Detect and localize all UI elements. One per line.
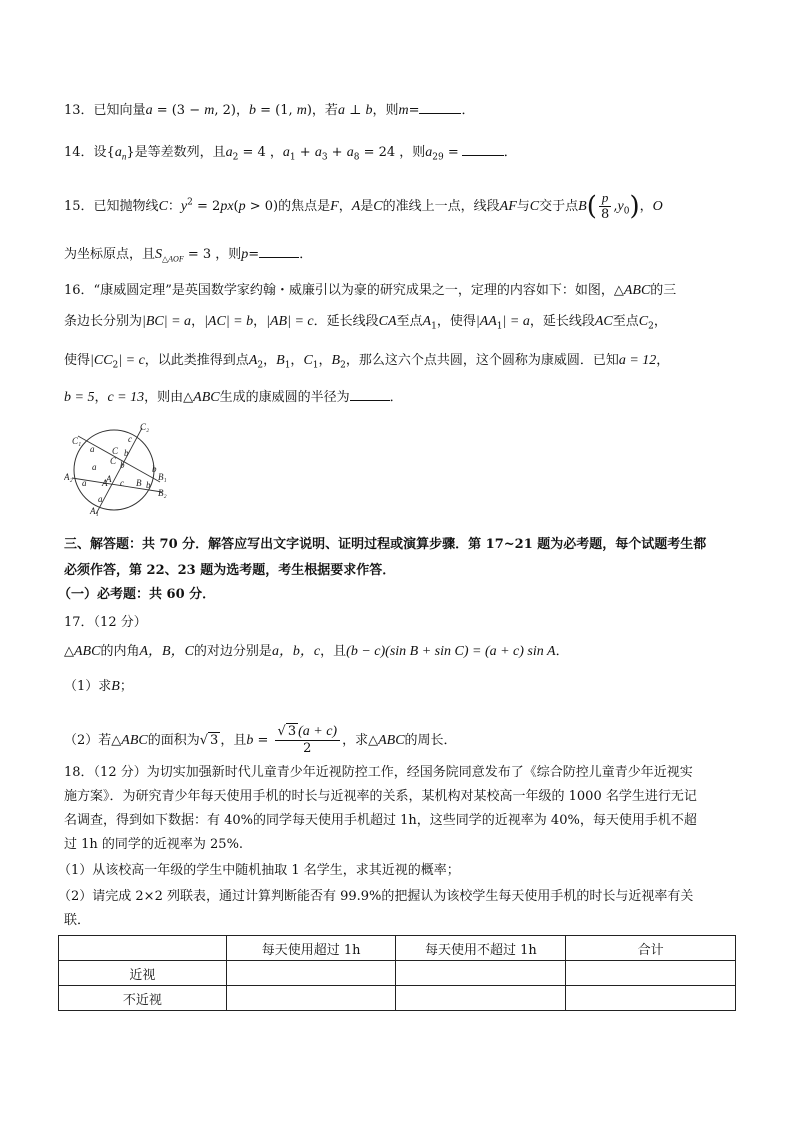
question-16-line-4: b = 5，c = 13，则由△ABC生成的康威圆的半径为 ． <box>64 387 403 407</box>
section-3-subheading: （一）必考题：共 60 分． <box>58 587 216 602</box>
svg-text:C₂: C₂ <box>140 422 150 432</box>
row-label-not-myopic: 不近视 <box>59 986 227 1011</box>
question-18-part-1: （1）从该校高一年级的学生中随机抽取 1 名学生，求其近视的概率； <box>58 863 460 878</box>
conway-circle-figure <box>64 422 168 516</box>
question-17-part-1: （1）求B； <box>64 679 133 694</box>
table-header-cell <box>59 936 227 961</box>
question-17-header: 17．（12 分） <box>64 615 147 630</box>
svg-text:a: a <box>92 462 97 472</box>
contingency-table <box>58 935 736 1011</box>
table-row <box>59 986 736 1011</box>
table-header-row <box>59 936 736 961</box>
svg-text:C: C <box>110 456 117 466</box>
row-label-myopic: 近视 <box>59 961 227 986</box>
svg-text:b: b <box>120 460 125 470</box>
svg-text:A₁: A₁ <box>90 506 99 516</box>
svg-text:A₂: A₂ <box>64 472 73 482</box>
section-3-heading-line-1: 三、解答题：共 70 分．解答应写出文字说明、证明过程或演算步骤．第 17~21 题为必考题，每个试题考生都 <box>64 537 707 552</box>
question-18-part-2: （2）请完成 2×2 列联表，通过计算判断能否有 99.9%的把握认为该校学生每天使用手机的时长与近视率有关 <box>58 889 694 904</box>
svg-text:a: a <box>82 478 87 488</box>
table-cell-input[interactable] <box>226 986 396 1011</box>
svg-text:b: b <box>146 480 151 490</box>
table-header-cell: 每天使用超过 1h <box>226 936 396 961</box>
svg-text:a: a <box>98 494 103 504</box>
answer-blank-16[interactable] <box>350 387 390 401</box>
table-header-cell: 合计 <box>566 936 736 961</box>
answer-blank-15[interactable] <box>259 244 299 258</box>
svg-text:a: a <box>90 444 95 454</box>
answer-blank-13[interactable] <box>419 100 461 114</box>
fraction-p-over-8: $\frac{p}{8}$ <box>599 190 612 223</box>
question-17-part-2: （2）若△ABC的面积为√ 3 ，且b = $\frac{√ 3 (a + c)}{2}$ ，求△ABC的周长． <box>64 724 457 756</box>
question-18-part-2-cont: 联． <box>64 913 91 928</box>
question-16-line-2: 条边长分别为|BC| = a，|AC| = b，|AB| = c．延长线段CA至点$A_1$，使得$|AA_1| = a$，延长线段AC至点$C_2$， <box>64 314 667 332</box>
question-18-line-2: 施方案》．为研究青少年每天使用手机的时长与近视率的关系，某机构对某校高一年级的 1000 名学生进行无记 <box>64 789 697 804</box>
question-17-stem: △ABC的内角A，B，C的对边分别是a，b，c，且(b − c)(sin B + sin C) = (a + c) sin A． <box>64 644 569 659</box>
table-row <box>59 961 736 986</box>
svg-text:b: b <box>152 464 157 474</box>
conway-circle <box>74 430 154 510</box>
svg-text:C₁: C₁ <box>72 436 82 446</box>
section-3-heading-line-2: 必须作答，第 22、23 题为选考题，考生根据要求作答． <box>64 563 396 578</box>
svg-text:A: A <box>106 474 112 484</box>
svg-text:B₁: B₁ <box>158 472 167 482</box>
table-cell-input[interactable] <box>566 986 736 1011</box>
svg-text:C: C <box>112 446 119 456</box>
svg-text:b: b <box>124 448 129 458</box>
answer-blank-14[interactable] <box>462 142 504 156</box>
svg-text:c: c <box>120 478 124 488</box>
question-15-line-2: 为坐标原点，且$S_{\triangle AOF} = 3$ ，则p= ． <box>64 244 312 269</box>
table-cell-input[interactable] <box>566 961 736 986</box>
fraction-sqrt3-a-plus-c-over-2: $\frac{√ 3 (a + c)}{2}$ <box>275 724 341 757</box>
table-cell-input[interactable] <box>396 961 566 986</box>
question-16-line-1: 16．“康威圆定理”是英国数学家约翰・威廉引以为豪的研究成果之一，定理的内容如下：如图，△ABC的三 <box>64 283 677 298</box>
question-18-line-4: 过 1h 的同学的近视率为 25%. <box>64 837 244 852</box>
question-14: 14．设$\{a_n\}$是等差数列，且$a_2 = 4$ ，$a_1 + a_3 + a_8 = 24$ ，则$a_{29}$ = ． <box>64 142 517 167</box>
question-18-line-3: 名调查，得到如下数据：有 40%的同学每天使用手机超过 1h，这些同学的近视率为 40%，每天使用手机不超 <box>64 813 697 828</box>
table-header-cell: 每天使用不超过 1h <box>396 936 566 961</box>
question-16-line-3: 使得$|CC_2| = c$，以此类推得到点$A_2$，$B_1$，$C_1$，$B_2$，那么这六个点共圆，这个圆称为康威圆．已知a = 12， <box>64 353 670 371</box>
svg-text:B₂: B₂ <box>158 488 167 498</box>
svg-text:c: c <box>128 434 132 444</box>
question-15-line-1: 15．已知抛物线C：$y^2 = 2px(p > 0)$的焦点是F，A是C的准线上一点，线段AF与C交于点B( $\frac{p}{8}$ $,y_0$)，O <box>64 190 663 222</box>
table-cell-input[interactable] <box>226 961 396 986</box>
question-18-line-1: 18．（12 分）为切实加强新时代儿童青少年近视防控工作，经国务院同意发布了《综合防控儿童青少年近视实 <box>64 765 693 780</box>
question-13: 13．已知向量a = (3 − m, 2)，b = (1, m)，若a ⊥ b，则m= ． <box>64 100 475 120</box>
svg-text:B: B <box>136 478 142 488</box>
table-cell-input[interactable] <box>396 986 566 1011</box>
svg-text:A: A <box>102 478 108 488</box>
